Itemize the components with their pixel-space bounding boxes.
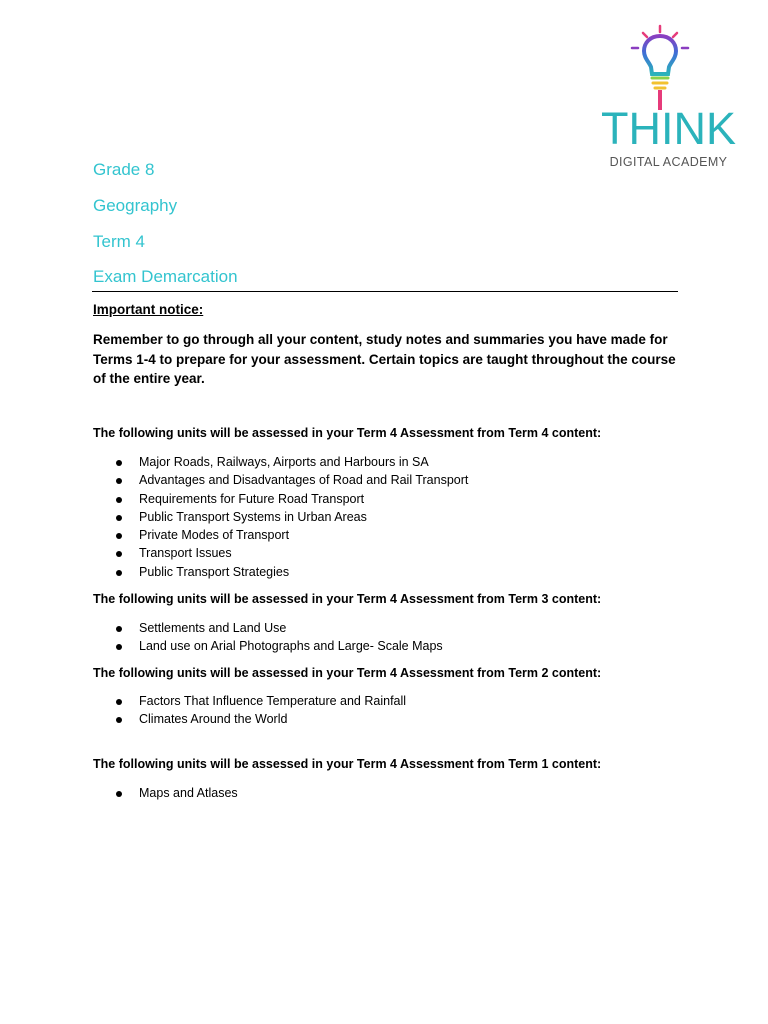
bullet-icon — [116, 717, 122, 723]
section-title-term2: The following units will be assessed in your Term 4 Assessment from Term 2 content: — [93, 666, 602, 680]
logo-subtitle: DIGITAL ACADEMY — [609, 155, 728, 169]
bullet-icon — [116, 626, 122, 632]
list-item: Public Transport Systems in Urban Areas — [93, 508, 468, 526]
section-title-term1: The following units will be assessed in your Term 4 Assessment from Term 1 content: — [93, 757, 602, 771]
title-divider — [92, 291, 678, 292]
think-digital-academy-logo — [596, 22, 741, 169]
bullet-icon — [116, 515, 122, 521]
list-item: Land use on Arial Photographs and Large- Scale Maps — [93, 637, 443, 655]
list-item: Maps and Atlases — [93, 784, 238, 802]
bullet-icon — [116, 460, 122, 466]
unit-list-term4 — [93, 453, 468, 581]
bullet-icon — [116, 699, 122, 705]
list-item: Factors That Influence Temperature and Rainfall — [93, 692, 406, 710]
list-item: Major Roads, Railways, Airports and Harbours in SA — [93, 453, 468, 471]
document-title: Exam Demarcation — [93, 267, 238, 286]
unit-list-term1 — [93, 784, 238, 802]
notice-text: Remember to go through all your content, study notes and summaries you have made for Terms 1-4 to prepare for your assessment. Certain topics are taught throughout the course of the entire year. — [93, 332, 676, 386]
bullet-icon — [116, 533, 122, 539]
bullet-icon — [116, 478, 122, 484]
list-item: Private Modes of Transport — [93, 526, 468, 544]
list-item: Settlements and Land Use — [93, 619, 443, 637]
section-title-term4: The following units will be assessed in your Term 4 Assessment from Term 4 content: — [93, 426, 602, 440]
bullet-icon — [116, 551, 122, 557]
list-item: Advantages and Disadvantages of Road and Rail Transport — [93, 471, 468, 489]
section-title-term3: The following units will be assessed in your Term 4 Assessment from Term 3 content: — [93, 592, 602, 606]
unit-list-term2 — [93, 692, 406, 729]
bullet-icon — [116, 791, 122, 797]
grade-heading: Grade 8 — [93, 160, 155, 179]
lightbulb-icon — [596, 22, 741, 112]
bullet-icon — [116, 570, 122, 576]
bullet-icon — [116, 497, 122, 503]
unit-list-term3 — [93, 619, 443, 656]
list-item: Public Transport Strategies — [93, 563, 468, 581]
logo-wordmark: THINK — [601, 103, 736, 154]
subject-heading: Geography — [93, 196, 178, 215]
list-item: Requirements for Future Road Transport — [93, 490, 468, 508]
list-item: Climates Around the World — [93, 710, 406, 728]
list-item: Transport Issues — [93, 544, 468, 562]
important-notice-label: Important notice: — [93, 302, 204, 317]
bullet-icon — [116, 644, 122, 650]
term-heading: Term 4 — [93, 232, 145, 251]
